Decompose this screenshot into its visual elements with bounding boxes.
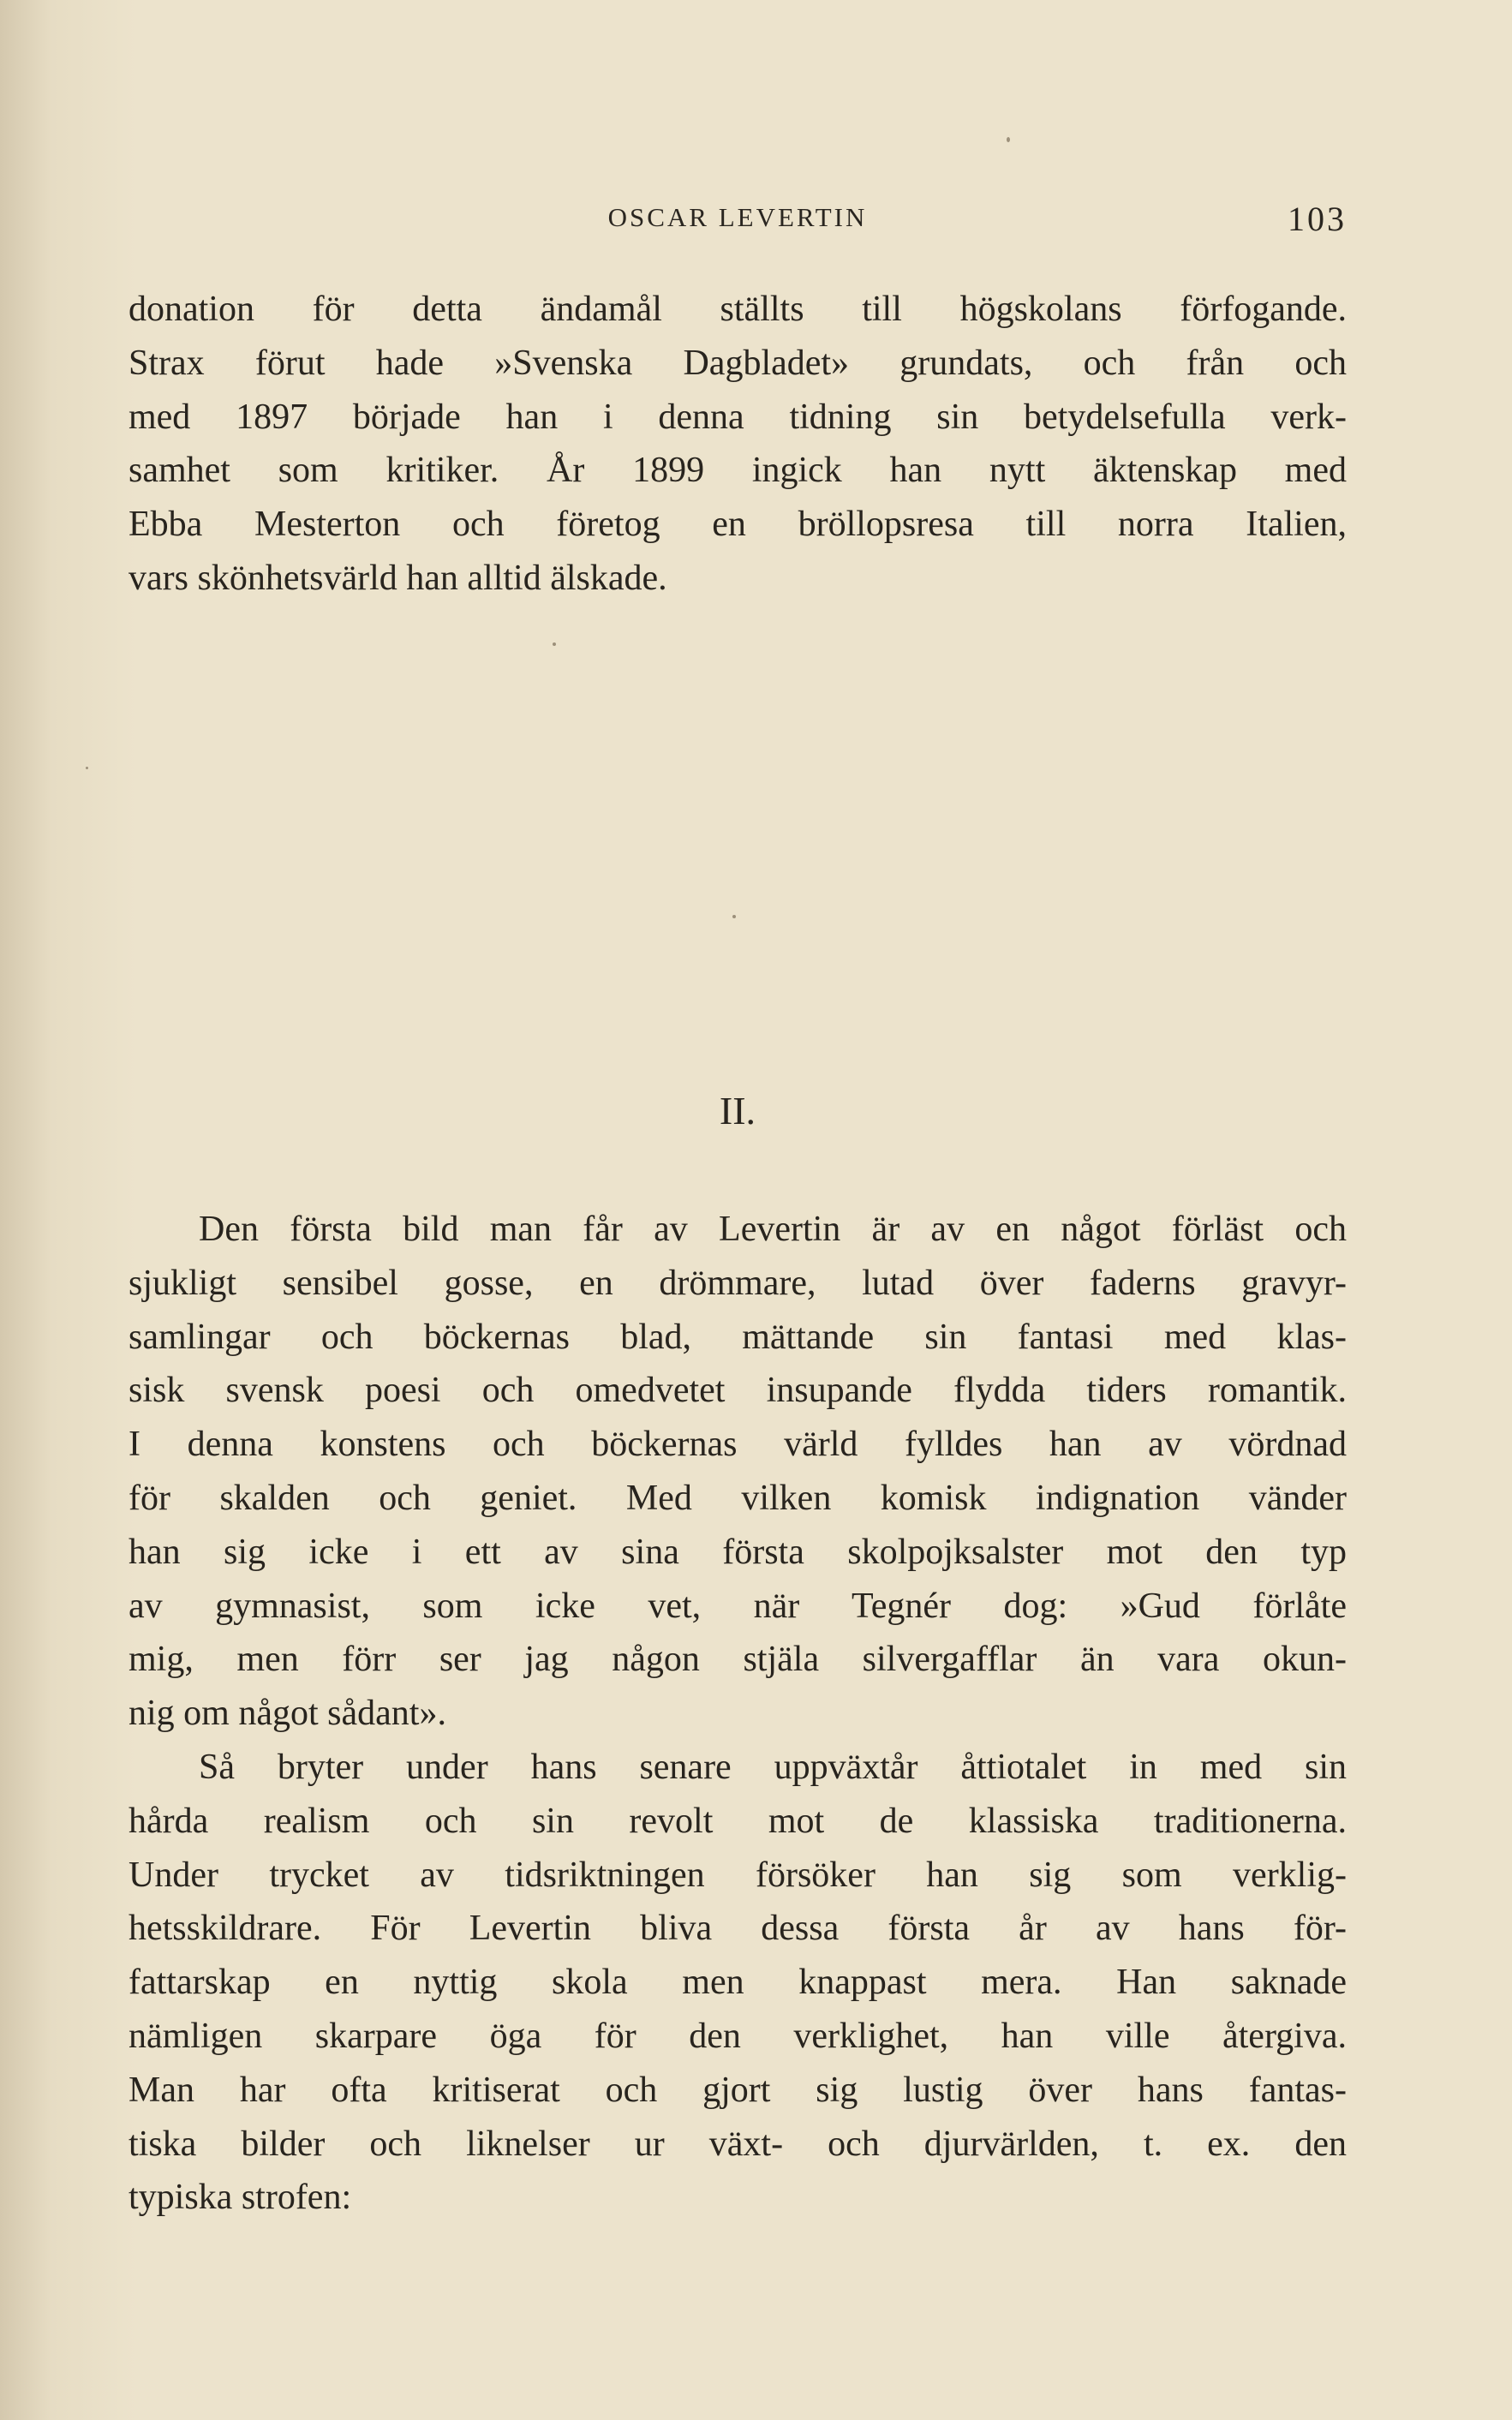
body-text: [128, 1203, 1347, 2225]
text-line: typiska strofen:: [128, 2178, 352, 2218]
text-line: donation för detta ändamål ställts till högskolans förfogande.: [128, 290, 1347, 329]
text-line: sjukligt sensibel gosse, en drömmare, lutad över faderns gravyr-: [128, 1263, 1347, 1303]
paragraph-3: [128, 1741, 1347, 2225]
text-line: Under trycket av tidsriktningen försöker han sig som verklig-: [128, 1855, 1347, 1895]
text-line: Man har ofta kritiserat och gjort sig lustig över hans fantas-: [128, 2070, 1347, 2110]
text-line: sisk svensk poesi och omedvetet insupande flydda tiders romantik.: [128, 1371, 1347, 1411]
text-line: vars skönhetsvärld han alltid älskade.: [128, 558, 667, 598]
text-line: I denna konstens och böckernas värld fylldes han av vördnad: [128, 1425, 1347, 1465]
text-line: mig, men förr ser jag någon stjäla silvergafflar än vara okun-: [128, 1640, 1347, 1680]
text-line: Den första bild man får av Levertin är av en något förläst och: [199, 1210, 1347, 1249]
text-line: nig om något sådant».: [128, 1694, 446, 1734]
text-line: nämligen skarpare öga för den verklighet, han ville återgiva.: [128, 2016, 1347, 2056]
section-heading: II.: [719, 1089, 756, 1132]
paper-speck: [732, 915, 736, 918]
paragraph-2: [128, 1203, 1347, 1741]
text-line: fattarskap en nyttig skola men knappast mera. Han saknade: [128, 1963, 1347, 2003]
text-line: samlingar och böckernas blad, mättande sin fantasi med klas-: [128, 1317, 1347, 1357]
text-line: hårda realism och sin revolt mot de klassiska traditionerna.: [128, 1801, 1347, 1841]
paragraph-1: [128, 283, 1347, 606]
text-line: tiska bilder och liknelser ur växt- och djurvärlden, t. ex. den: [128, 2124, 1347, 2164]
text-line: Strax förut hade »Svenska Dagbladet» grundats, och från och: [128, 343, 1347, 383]
paper-speck: [1007, 137, 1010, 142]
text-line: för skalden och geniet. Med vilken komisk indignation vänder: [128, 1478, 1347, 1518]
running-head: [128, 199, 1347, 242]
text-line: av gymnasist, som icke vet, när Tegnér dog: »Gud förlåte: [128, 1586, 1347, 1626]
running-title: OSCAR LEVERTIN: [607, 202, 868, 232]
text-line: Ebba Mesterton och företog en bröllopsresa till norra Italien,: [128, 505, 1347, 545]
text-line: Så bryter under hans senare uppväxtår åttiotalet in med sin: [199, 1747, 1347, 1787]
text-line: samhet som kritiker. År 1899 ingick han nytt äktenskap med: [128, 451, 1347, 491]
text-line: med 1897 började han i denna tidning sin betydelsefulla verk-: [128, 397, 1347, 437]
page-number: 103: [1288, 200, 1347, 238]
paper-speck: [553, 642, 556, 646]
paper-speck: [86, 767, 88, 769]
text-line: han sig icke i ett av sina första skolpojksalster mot den typ: [128, 1532, 1347, 1572]
text-line: hetsskildrare. För Levertin bliva dessa första år av hans för-: [128, 1909, 1347, 1949]
